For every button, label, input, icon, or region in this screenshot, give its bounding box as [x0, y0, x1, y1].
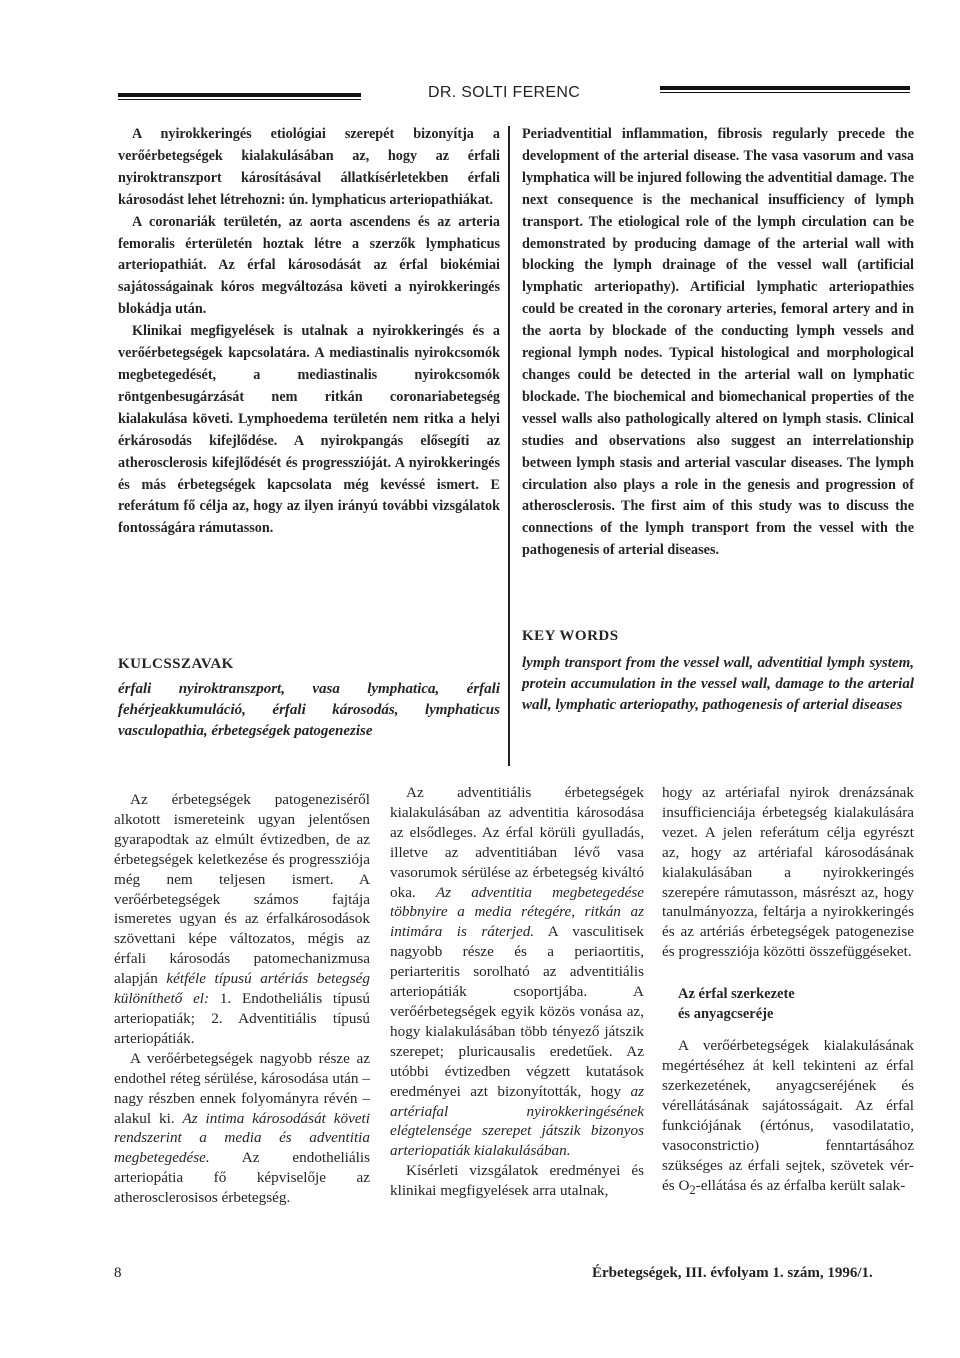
keywords-hungarian [118, 656, 500, 742]
body-column-1 [114, 790, 370, 1208]
keywords-en-text: lymph transport from the vessel wall, adventitial lymph system, protein accumulation in the vessel wall, damage to the arterial wall, lymphatic arteriopathy, pathogenesis of arterial diseases [522, 655, 914, 713]
abstract-english [522, 124, 914, 562]
body-emphasis: az artériafal nyirokkeringésének elégtelensége szerepet játszik bizonyos arteriopatiák kialakulásában. [390, 1082, 644, 1160]
body-text: Az adventitiális érbetegségek kialakulásában az adventitia károsodása az elsődleges. Az érfal körüli gyulladás, illetve az adventitiában lévő vasa vasorumok sérülése az érbetegség kiváltó oka. [390, 784, 644, 901]
body-text: A verőérbetegségek nagyobb része az endothel réteg sérülése, károsodása után – nagy részben ennek folyományra révén – alakul ki. [114, 1049, 370, 1127]
subscript: 2 [689, 1182, 696, 1197]
body-text: Az érbetegségek patogeneziséről alkotott ismereteink ugyan jelentősen gyarapodtak az elmúlt évtizedben, de az érbetegségek keletkezése és progressziója még nem teljesen ismert. A verőérbetegségek számos fajtája ismeretes ugyan és az érfalkárosodások szövettani képe változatos, mégis az érfali károsodás patomechanizmusa alapján [114, 791, 370, 988]
journal-footer: Érbetegségek, III. évfolyam 1. szám, 1996/1. [592, 1265, 873, 1281]
body-emphasis: Az adventitia megbetegedése többnyire a media rétegére, ritkán az intimára is ráterjed. [390, 883, 644, 941]
abstract-hu-paragraph: Klinikai megfigyelések is utalnak a nyirokkeringés és a verőérbetegségek kapcsolatára. A mediastinalis nyirokcsomók megbetegedését, a mediastinalis nyirokcsomók röntgenbesugárzását nem ritkán coronariabetegség kialakulása követi. Lymphoedema területén nem ritka a helyi érkárosodás kifejlődése. A nyirokpangás elősegíti az atherosclerosis kifejlődését és progresszióját. A nyirokkeringés és más érbetegségek kapcsolata még kevéssé ismert. E referátum fő célja az, hogy az ilyen irányú további vizsgálatok fontosságára rámutasson. [118, 323, 500, 537]
section-title: és anyagcseréje [678, 1006, 774, 1023]
body-emphasis: kétféle típusú artériás betegség különíthető el: [114, 970, 370, 1008]
body-text: A verőérbetegségek kialakulásának megértéséhez át kell tekinteni az érfal szerkezetének, anyagcseréjének és vérellátásának sajátosságait. Az érfal funkciójának (értónus, vasodilatatio, vasoconstrictio) fenntartásához szükséges az érfali sejtek, szövetek vér- és O [662, 1037, 914, 1194]
body-paragraph: hogy az artériafal nyirok drenázsának insufficienciája érbetegség kialakulására vezet. A jelen referátum célja egyrészt az, hogy az artériafal károsodásának kialakulásában a nyirokkeringés szerepére rámutasson, másrészt az, hogy tanulmányozza, feltárja a nyirokkeringés és az artériás érbetegségek patogenezise és progressziója közötti összefüggéseket. [662, 784, 914, 961]
body-paragraph [662, 1036, 914, 1200]
body-column-2 [390, 783, 644, 1201]
page-number: 8 [114, 1265, 122, 1281]
header-rule-left [118, 93, 361, 97]
body-paragraph [114, 790, 370, 1049]
keywords-english [522, 628, 914, 716]
body-text: 1. Endotheliális típusú arteriopatiák; 2. Adventitiális típusú arteriopátiák. [114, 990, 370, 1047]
body-emphasis: Az intima károsodását követi rendszerint a media és adventitia megbetegedése. [114, 1109, 370, 1167]
body-paragraph [390, 783, 644, 1161]
body-text: Az endotheliális arteriopátia fő képviselője az atherosclerosisos érbetegség. [114, 1149, 370, 1207]
header-rule-left-thin [118, 99, 361, 100]
body-paragraph [114, 1049, 370, 1208]
header-rule-right [660, 86, 910, 90]
keywords-hu-title: KULCSSZAVAK [118, 656, 234, 672]
abstract-hu-paragraph: A nyirokkeringés etiológiai szerepét bizonyítja a verőérbetegségek kialakulásában az, hogy az érfali nyiroktranszport károsításával állatkísérletekben érfali károsodást lehet létrehozni: ún. lymphaticus arteriopathiákat. [118, 126, 500, 208]
abstract-en-paragraph: Periadventitial inflammation, fibrosis regularly precede the development of the arterial disease. The vasa vasorum and vasa lymphatica will be injured following the adventitial damage. The next consequence is the mechanical insufficiency of lymph transport. The etiological role of the lymph circulation can be demonstrated by producing damage of the arterial wall with blocking the lymph drainage of the vessel wall (artificial lymphatic arteriopathy). Artificial lymphatic arteriopathies could be created in the coronary arteries, femoral artery and in the aorta by blockade of the conducting lymph vessels and regional lymph nodes. Typical histological and morphological changes could be detected in the arterial wall on lymphatic blockade. The biochemical and biomechanical properties of the vessel walls also pathologically altered on lymph stasis. Clinical studies and observations also suggest an interrelationship between lymph stasis and arterial vascular diseases. The lymph circulation also plays a role in the genesis and progression of atherosclerosis. The first aim of this study was to discuss the connections of the lymph transport from the vessel with the pathogenesis of arterial diseases. [522, 126, 914, 559]
body-column-3 [662, 783, 914, 1200]
abstract-hu-paragraph: A coronariák területén, az aorta ascendens és az arteria femoralis érterületén hoztak létre a szerzők lymphaticus arteriopathiát. Az érfal károsodását az érfal biokémiai sajátosságainak kóros megváltozása követi a nyirokkeringés blokádja után. [118, 213, 500, 318]
keywords-en-title: KEY WORDS [522, 628, 619, 644]
body-text: A vasculitisek nagyobb része és a periaortitis, periarteritis sorolható az adventitiális arteriopátiák csoportjába. A verőérbetegségek egyik közös vonása az, hogy kialakulásában több tényező játszik szerepet; pluricausalis eredetűek. Az utóbbi évtizedben végzett kutatások eredményei azt bizonyították, hogy [390, 923, 644, 1100]
header-rule-right-thin [660, 92, 910, 93]
column-separator [508, 126, 510, 766]
section-title: Az érfal szerkezete [678, 986, 795, 1003]
header-author: DR. SOLTI FERENC [428, 84, 581, 101]
body-paragraph: Kísérleti vizsgálatok eredményei és klinikai megfigyelések arra utalnak, [390, 1162, 644, 1200]
body-text: -ellátása és az érfalba került salak- [695, 1176, 906, 1194]
keywords-hu-text: érfali nyiroktranszport, vasa lymphatica, érfali fehérjeakkumuláció, érfali károsodás, lymphaticus vasculopathia, érbetegségek patogenezise [118, 681, 500, 739]
abstract-hungarian [118, 124, 500, 540]
